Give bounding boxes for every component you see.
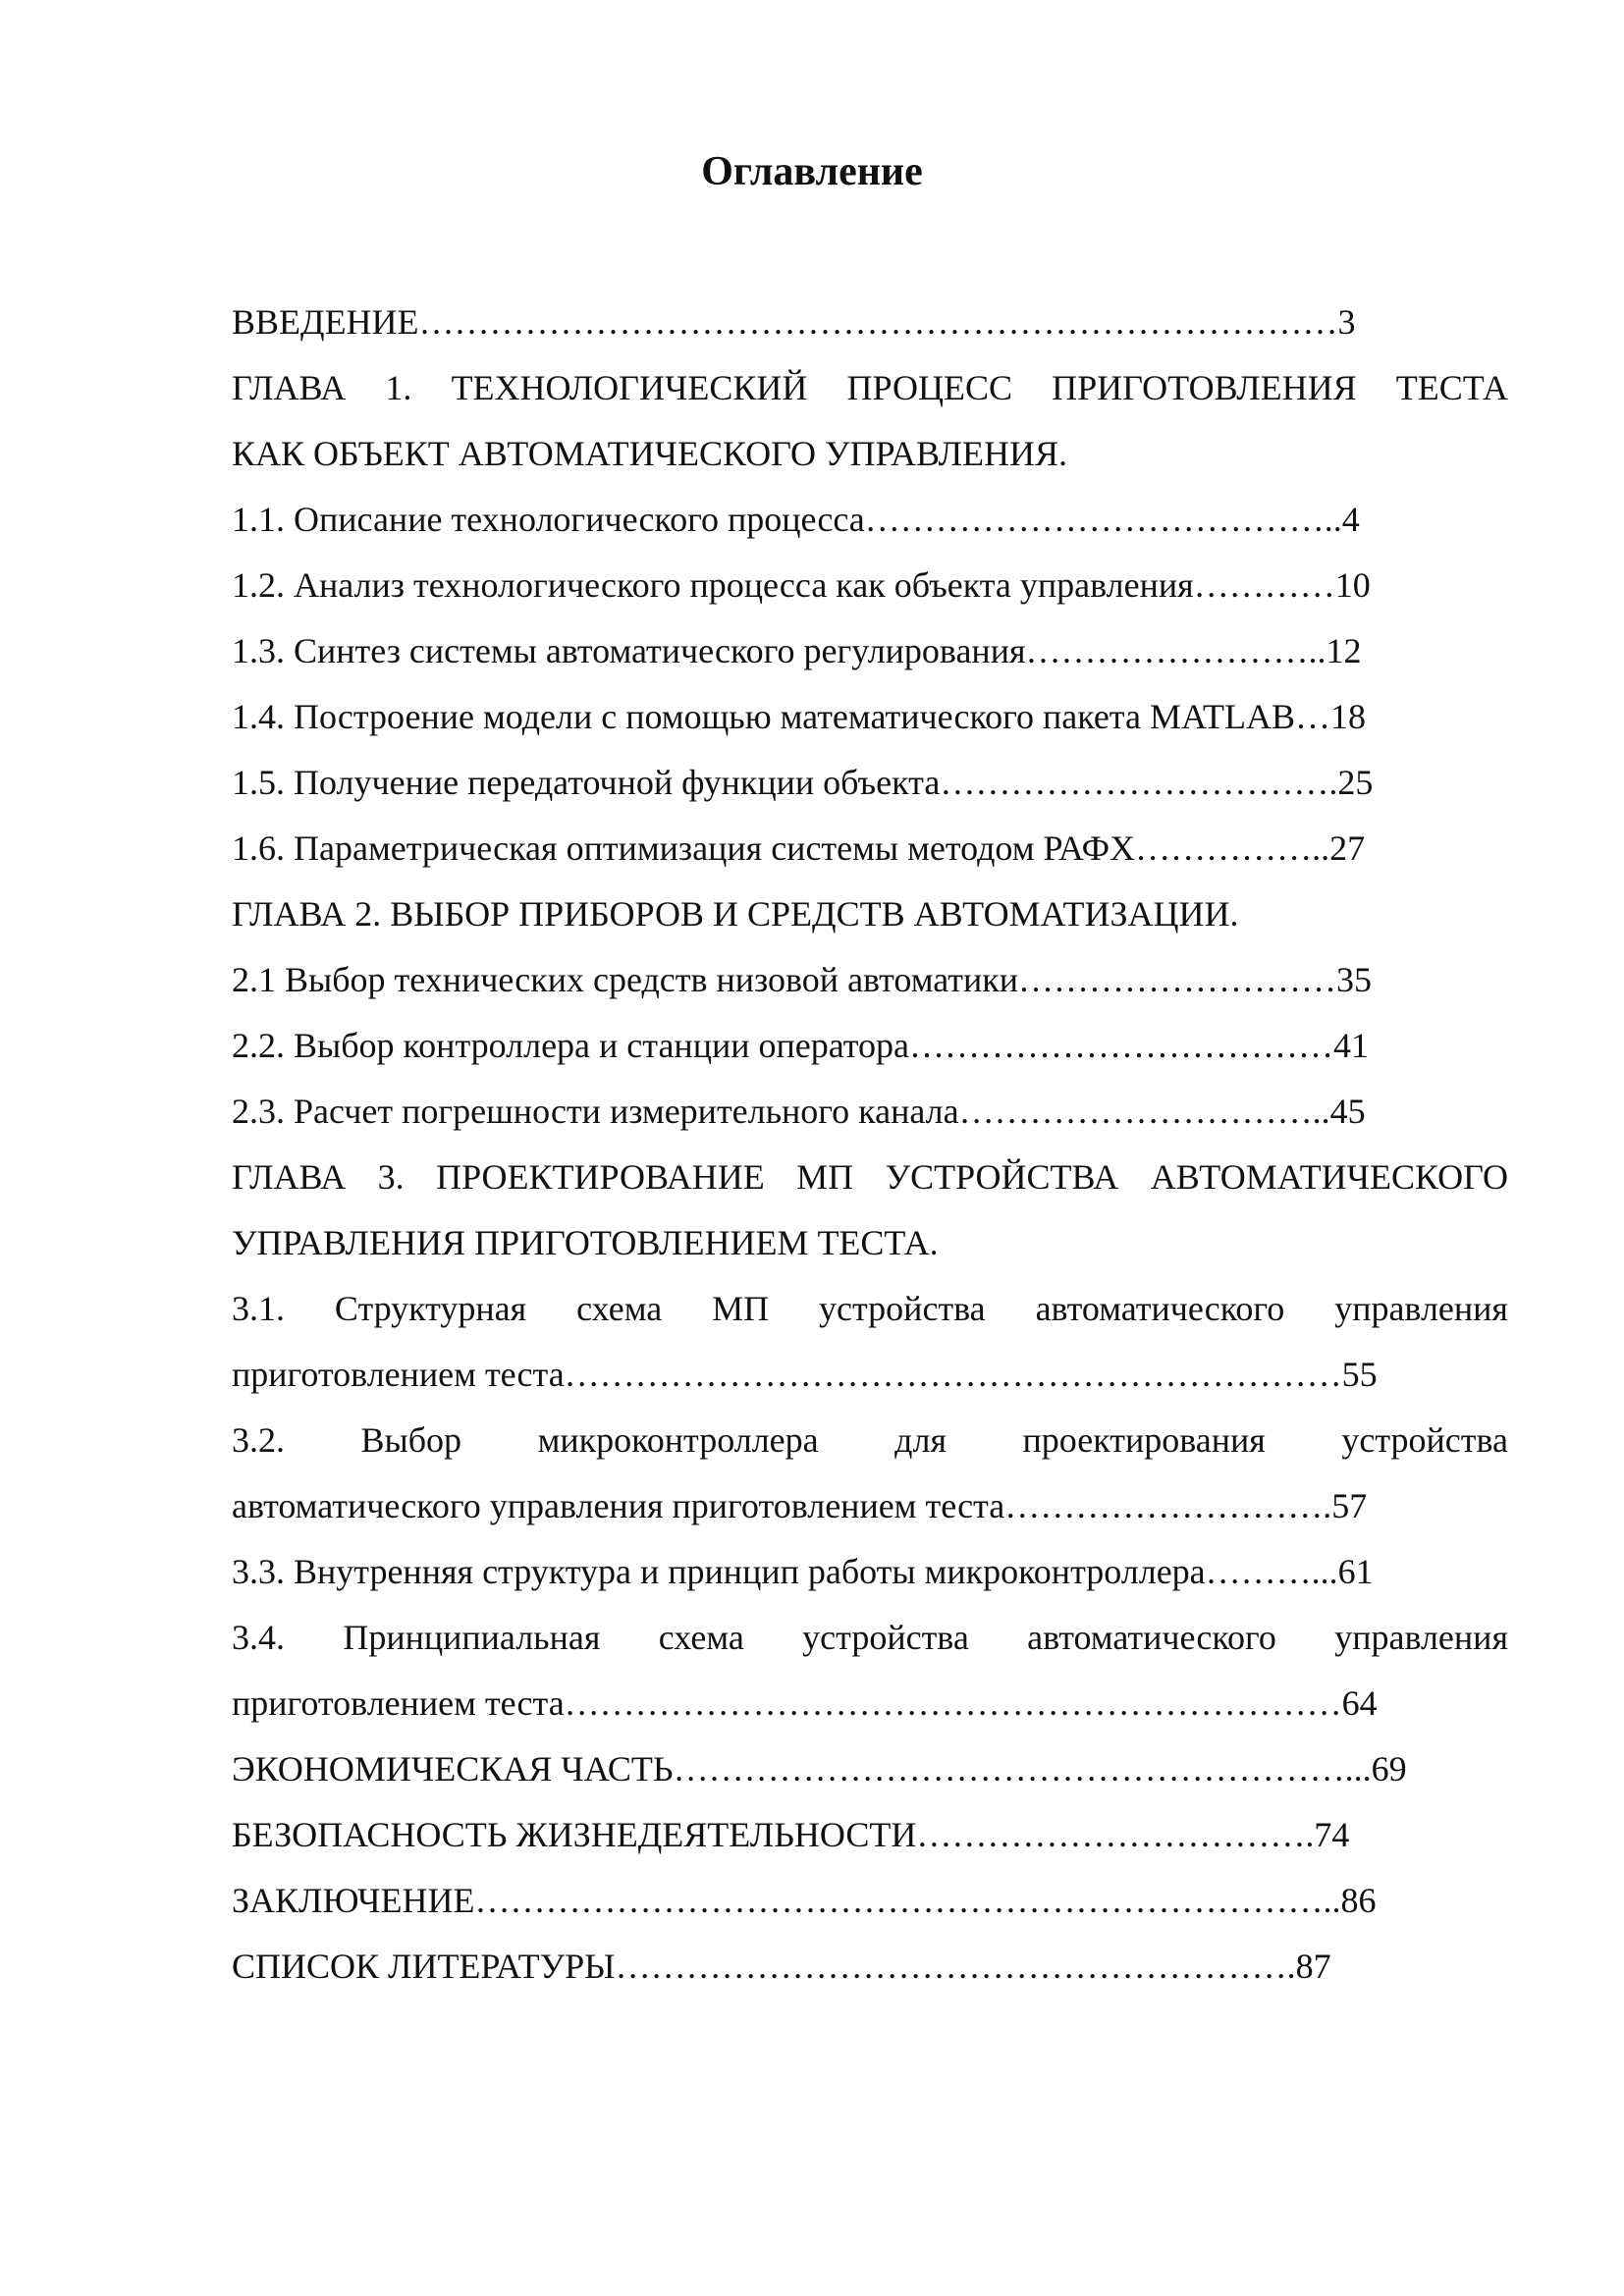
toc-entry: СПИСОК ЛИТЕРАТУРЫ………………………………………………….87: [232, 1947, 1331, 1986]
toc-entry: автоматического управления приготовлением теста……………………….57: [232, 1486, 1368, 1525]
toc-entry: приготовлением теста…………………………………………………………55: [232, 1355, 1378, 1394]
toc-entry: 1.2. Анализ технологического процесса как объекта управления…………10: [232, 565, 1371, 605]
toc-entry: БЕЗОПАСНОСТЬ ЖИЗНЕДЕЯТЕЛЬНОСТИ…………………………….74: [232, 1815, 1350, 1854]
toc-entry: УПРАВЛЕНИЯ ПРИГОТОВЛЕНИЕМ ТЕСТА.: [232, 1223, 939, 1262]
toc-entry: 1.1. Описание технологического процесса…………………………………..4: [232, 500, 1360, 539]
toc-entry: ГЛАВА 3. ПРОЕКТИРОВАНИЕ МП УСТРОЙСТВА АВТОМАТИЧЕСКОГО: [232, 1157, 1508, 1197]
toc-entry: 3.4. Принципиальная схема устройства автоматического управления: [232, 1618, 1508, 1657]
toc-entry: 3.1. Структурная схема МП устройства автоматического управления: [232, 1289, 1508, 1328]
toc-entry: КАК ОБЪЕКТ АВТОМАТИЧЕСКОГО УПРАВЛЕНИЯ.: [232, 434, 1067, 473]
toc-entry: ГЛАВА 2. ВЫБОР ПРИБОРОВ И СРЕДСТВ АВТОМАТИЗАЦИИ.: [232, 894, 1239, 934]
toc-entry: 2.1 Выбор технических средств низовой автоматики………………………35: [232, 960, 1373, 999]
table-of-contents: [232, 290, 1508, 2000]
toc-entry: 3.2. Выбор микроконтроллера для проектирования устройства: [232, 1420, 1508, 1460]
toc-entry: ВВЕДЕНИЕ……………………………………………………………………3: [232, 302, 1356, 342]
toc-entry: 1.4. Построение модели с помощью математического пакета MATLAB…18: [232, 697, 1366, 736]
toc-entry: 2.3. Расчет погрешности измерительного канала…………………………..45: [232, 1092, 1366, 1131]
page-title: Оглавление: [701, 149, 923, 194]
toc-entry: ЗАКЛЮЧЕНИЕ………………………………………………………………..86: [232, 1881, 1377, 1920]
toc-entry: ЭКОНОМИЧЕСКАЯ ЧАСТЬ…………………………………………………...69: [232, 1749, 1407, 1789]
toc-entry: ГЛАВА 1. ТЕХНОЛОГИЧЕСКИЙ ПРОЦЕСС ПРИГОТОВЛЕНИЯ ТЕСТА: [232, 368, 1508, 407]
toc-entry: 3.3. Внутренняя структура и принцип работы микроконтроллера………...61: [232, 1552, 1374, 1591]
toc-entry: 1.3. Синтез системы автоматического регулирования……………………..12: [232, 631, 1362, 670]
toc-entry: 1.6. Параметрическая оптимизация системы методом РАФХ……………..27: [232, 828, 1366, 868]
toc-entry: 1.5. Получение передаточной функции объекта…………………………….25: [232, 763, 1374, 802]
toc-entry: 2.2. Выбор контроллера и станции оператора………………………………41: [232, 1026, 1370, 1065]
toc-entry: приготовлением теста…………………………………………………………64: [232, 1683, 1378, 1723]
